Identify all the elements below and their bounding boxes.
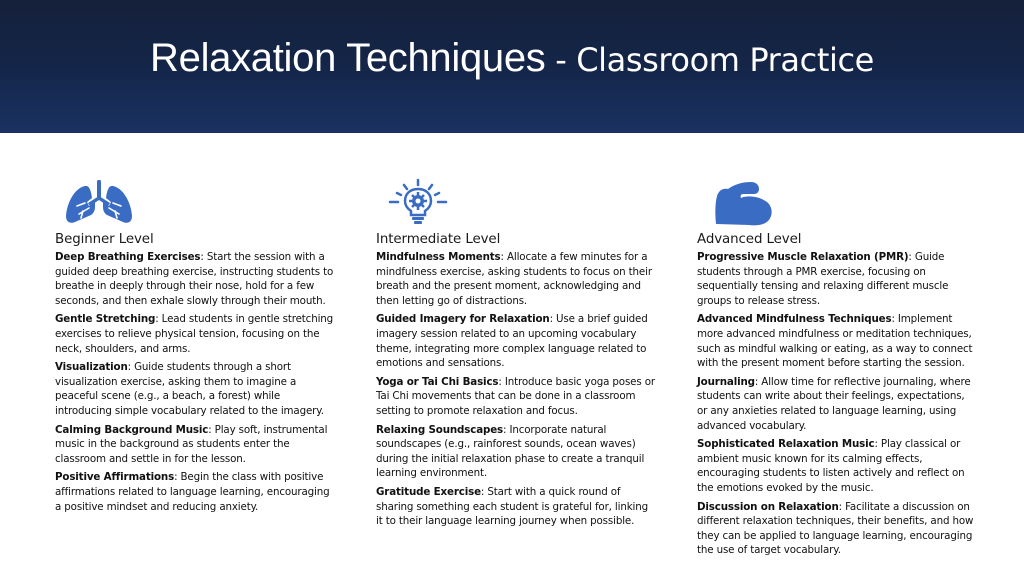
technique-term: Deep Breathing Exercises: [55, 251, 201, 263]
intermediate-column: [376, 178, 656, 533]
lungs-icon: [63, 178, 135, 226]
technique-item: [55, 360, 335, 418]
level-heading: Beginner Level: [55, 232, 154, 247]
level-heading: Intermediate Level: [376, 232, 501, 247]
technique-term: Discussion on Relaxation: [697, 500, 839, 513]
flexed-arm-icon: [709, 178, 781, 226]
technique-item: [55, 423, 335, 467]
technique-item: [55, 470, 335, 514]
technique-item: [376, 423, 656, 481]
technique-text: : Start the session with a guided deep breathing exercise, instructing students to breathe in deeply through their nose, hold for a few seconds, and then exhale slowly through their mouth.: [55, 251, 334, 307]
technique-term: Journaling: [697, 375, 755, 388]
technique-term: Sophisticated Relaxation Music: [697, 438, 875, 451]
technique-text: : Incorporate natural soundscapes (e.g., rainforest sounds, ocean waves) during the initial relaxation phase to create a tranquil learning environment.: [376, 423, 645, 480]
technique-term: Relaxing Soundscapes: [376, 423, 504, 436]
advanced-column: [697, 178, 977, 562]
technique-item: [697, 500, 977, 558]
slide-title-main: Relaxation Techniques: [150, 36, 546, 80]
technique-term: Gratitude Exercise: [376, 485, 481, 498]
technique-item: [697, 312, 977, 370]
technique-item: [697, 250, 977, 308]
technique-item: [697, 437, 977, 495]
technique-item: [376, 250, 656, 308]
technique-text: : Guide students through a PMR exercise, focusing on sequentially tensing and relaxing different muscle groups to release stress.: [697, 251, 949, 307]
lightbulb-gear-icon: [382, 178, 454, 226]
technique-text: : Start with a quick round of sharing something each student is grateful for, linking it to their language learning journey when possible.: [376, 485, 648, 528]
technique-text: : Introduce basic yoga poses or Tai Chi movements that can be done in a classroom setting to promote relaxation and focus.: [376, 375, 655, 417]
technique-item: [55, 312, 335, 356]
technique-term: Visualization: [55, 361, 128, 374]
technique-text: : Allow time for reflective journaling, where students can write about their feelings, expectations, or any anxieties related to language learning, using advanced vocabulary.: [697, 375, 971, 432]
technique-text: : Implement more advanced mindfulness or meditation techniques, such as mindful walking or eating, as a way to connect with the present moment before starting the session.: [697, 313, 973, 370]
technique-term: Advanced Mindfulness Techniques: [697, 313, 892, 326]
technique-text: : Use a brief guided imagery session related to an upcoming vocabulary theme, integrating more complex language related to emotions and sensations.: [376, 313, 648, 370]
technique-item: [697, 375, 977, 433]
technique-term: Mindfulness Moments: [376, 251, 501, 263]
slide-title: [0, 36, 1024, 81]
technique-item: [376, 312, 656, 370]
technique-term: Guided Imagery for Relaxation: [376, 313, 550, 326]
technique-term: Positive Affirmations: [55, 471, 175, 484]
technique-text: : Play soft, instrumental music in the background as students enter the classroom and settle in for the lesson.: [55, 423, 328, 465]
technique-item: [376, 485, 656, 529]
technique-item: [55, 250, 335, 308]
technique-text: : Allocate a few minutes for a mindfulness exercise, asking students to focus on their breath and the present moment, acknowledging and then letting go of distractions.: [376, 251, 652, 307]
technique-term: Yoga or Tai Chi Basics: [376, 375, 499, 388]
technique-text: : Guide students through a short visualization exercise, asking them to imagine a peaceful scene (e.g., a beach, a forest) while introducing simple vocabulary related to the imagery.: [55, 361, 324, 417]
technique-term: Calming Background Music: [55, 423, 209, 436]
technique-text: : Begin the class with positive affirmations related to language learning, encouraging a positive mindset and reducing anxiety.: [55, 471, 330, 513]
level-heading: Advanced Level: [697, 232, 802, 247]
technique-text: : Play classical or ambient music known for its calming effects, encouraging students to listen actively and reflect on the emotions evoked by the music.: [697, 438, 965, 494]
technique-item: [376, 375, 656, 419]
technique-text: : Lead students in gentle stretching exercises to relieve physical tension, focusing on the neck, shoulders, and arms.: [55, 313, 334, 355]
technique-term: Gentle Stretching: [55, 313, 156, 326]
beginner-column: [55, 178, 335, 518]
title-banner: [0, 0, 1024, 133]
technique-text: : Facilitate a discussion on different relaxation techniques, their benefits, and how they can be applied to language learning, encouraging the use of target vocabulary.: [697, 500, 974, 557]
technique-term: Progressive Muscle Relaxation (PMR): [697, 251, 909, 263]
slide-title-sub: - Classroom Practice: [545, 41, 874, 79]
